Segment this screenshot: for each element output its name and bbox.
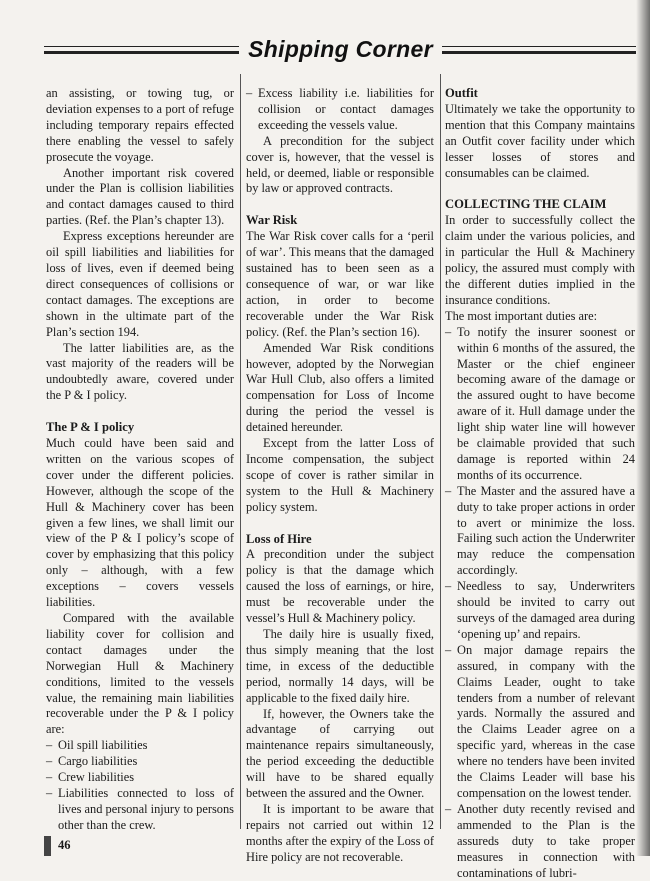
paragraph: In order to successfully collect the claim under the various policies, and in particular the Hull & Machinery policy, the assured must comply with the different duties implied in the insurance conditions. <box>445 213 635 307</box>
list-item: – To notify the insurer soonest or within 6 months of the assured, the Master or the chief engineer becoming aware of the damage or the assured ought to have become aware of it. Hull damage under the light ship water line will however be claimable provided that such damage is reported within 24 months of its occurrence. <box>445 325 635 484</box>
paragraph: Except from the latter Loss of Income compensation, the subject scope of cover is rather similar in system to the Hull & Machinery policy system. <box>246 436 434 514</box>
paragraph: The latter liabilities are, as the vast majority of the readers will be undoubtedly aware, covered under the P & I policy. <box>46 340 234 403</box>
paragraph: Ultimately we take the opportunity to mention that this Company maintains an Outfit cover facility under which lesser losses of stores and consumables can be claimed. <box>445 101 635 180</box>
paragraph: It is important to be aware that repairs not carried out within 12 months after the expiry of the Loss of Hire policy are not recoverable. <box>246 801 434 864</box>
heading-war-risk: War Risk <box>246 213 298 228</box>
paragraph: Another important risk covered under the Plan is collision liabilities and contact damages caused to third parties. (Ref. the Plan’s chapter 13). <box>46 165 234 228</box>
list-item: – The Master and the assured have a duty to take proper actions in order to avert or minimize the loss. Failing such action the Underwriter may reduce the compensation accordingly. <box>445 484 635 579</box>
paragraph: A precondition under the subject policy is that the damage which caused the loss of earnings, or hire, must be recoverable under the vessel’s Hull & Machinery policy. <box>246 547 434 626</box>
duties-list <box>445 325 635 881</box>
column-1 <box>46 86 234 834</box>
page-number: 46 <box>58 838 71 852</box>
footer-bar <box>44 836 51 856</box>
list-item: – Cargo liabilities <box>46 754 234 770</box>
liabilities-list <box>46 738 234 833</box>
list-item: – Crew liabilities <box>46 770 234 786</box>
column-divider <box>240 74 241 829</box>
list-item: – Another duty recently revised and ammended to the Plan is the assureds duty to take proper measures in connection with contaminations of lubri- <box>445 802 635 881</box>
heading-loss-of-hire: Loss of Hire <box>246 531 312 546</box>
paragraph: Compared with the available liability cover for collision and contact damages under the Norwegian Hull & Machinery conditions, limited to the vessels value, the remaining main liabilities recoverable under the P & I policy are: <box>46 611 234 737</box>
header-rule-left <box>44 51 239 54</box>
list-item: – Excess liability i.e. liabilities for collision or contact damages exceeding the vessels value. <box>246 86 434 134</box>
list-item: – Liabilities connected to loss of lives and personal injury to persons other than the crew. <box>46 786 234 834</box>
paragraph: Much could have been said and written on the various scopes of cover under the different policies. However, although the scope of the Hull & Machinery cover has been given a few lines, we shall limit our view of the P & I policy’s scope of cover by emphasizing that this policy only – although, with a few exceptions – covers vessels liabilities. <box>46 436 234 610</box>
liabilities-list-continued <box>246 86 434 134</box>
page-edge-shadow <box>636 0 650 856</box>
heading-collecting-the-claim: COLLECTING THE CLAIM <box>445 197 607 212</box>
paragraph: If, however, the Owners take the advantage of carrying out maintenance repairs simultaneously, the period exceeding the deductible will have to be shared equally between the assured and the Owner. <box>246 706 434 801</box>
column-2 <box>246 86 434 866</box>
paragraph: A precondition for the subject cover is, however, that the vessel is held, or deemed, liable or responsible by law or approved contracts. <box>246 133 434 196</box>
section-header <box>44 38 636 68</box>
heading-p-and-i-policy: The P & I policy <box>46 420 135 435</box>
paragraph: The daily hire is usually fixed, thus simply meaning that the lost time, in excess of the deductible period, normally 14 days, will be applicable to the fixed daily hire. <box>246 627 434 705</box>
list-item: – Oil spill liabilities <box>46 738 234 754</box>
column-divider <box>440 74 441 829</box>
column-3 <box>445 86 635 881</box>
header-rule-right <box>442 51 636 54</box>
list-item: – On major damage repairs the assured, in company with the Claims Leader, ought to take tenders from a number of relevant yards. Normally the assured and the Claims Leader agree on a specific yard, whereas in the case where no tenders have been invited the Claims Leader will base his compensation on the lowest tender. <box>445 643 635 802</box>
page-footer <box>44 834 244 856</box>
paragraph: an assisting, or towing tug, or deviation expenses to a port of refuge including temporary repairs effected there enabling the vessel to safely prosecute the voyage. <box>46 86 234 164</box>
heading-outfit: Outfit <box>445 86 478 100</box>
paragraph: The War Risk cover calls for a ‘peril of war’. This means that the damaged sustained has to been seen as a consequence of war, or war like action, in order to become recoverable under the War Risk policy. (Ref. the Plan’s section 16). <box>246 229 434 339</box>
paragraph: Amended War Risk conditions however, adopted by the Norwegian War Hull Club, also offers a limited compensation for Loss of Income during the period the vessel is detained hereunder. <box>246 340 434 435</box>
paragraph: Express exceptions hereunder are oil spill liabilities and liabilities for loss of lives, even if deemed being direct consequences of collisions or contact damages. The exceptions are shown in the ultimate part of the Plan’s section 194. <box>46 229 234 339</box>
list-item: – Needless to say, Underwriters should be invited to carry out surveys of the damaged area during ‘opening up’ and repairs. <box>445 579 635 643</box>
section-title: Shipping Corner <box>248 36 433 62</box>
paragraph: The most important duties are: <box>445 308 598 323</box>
